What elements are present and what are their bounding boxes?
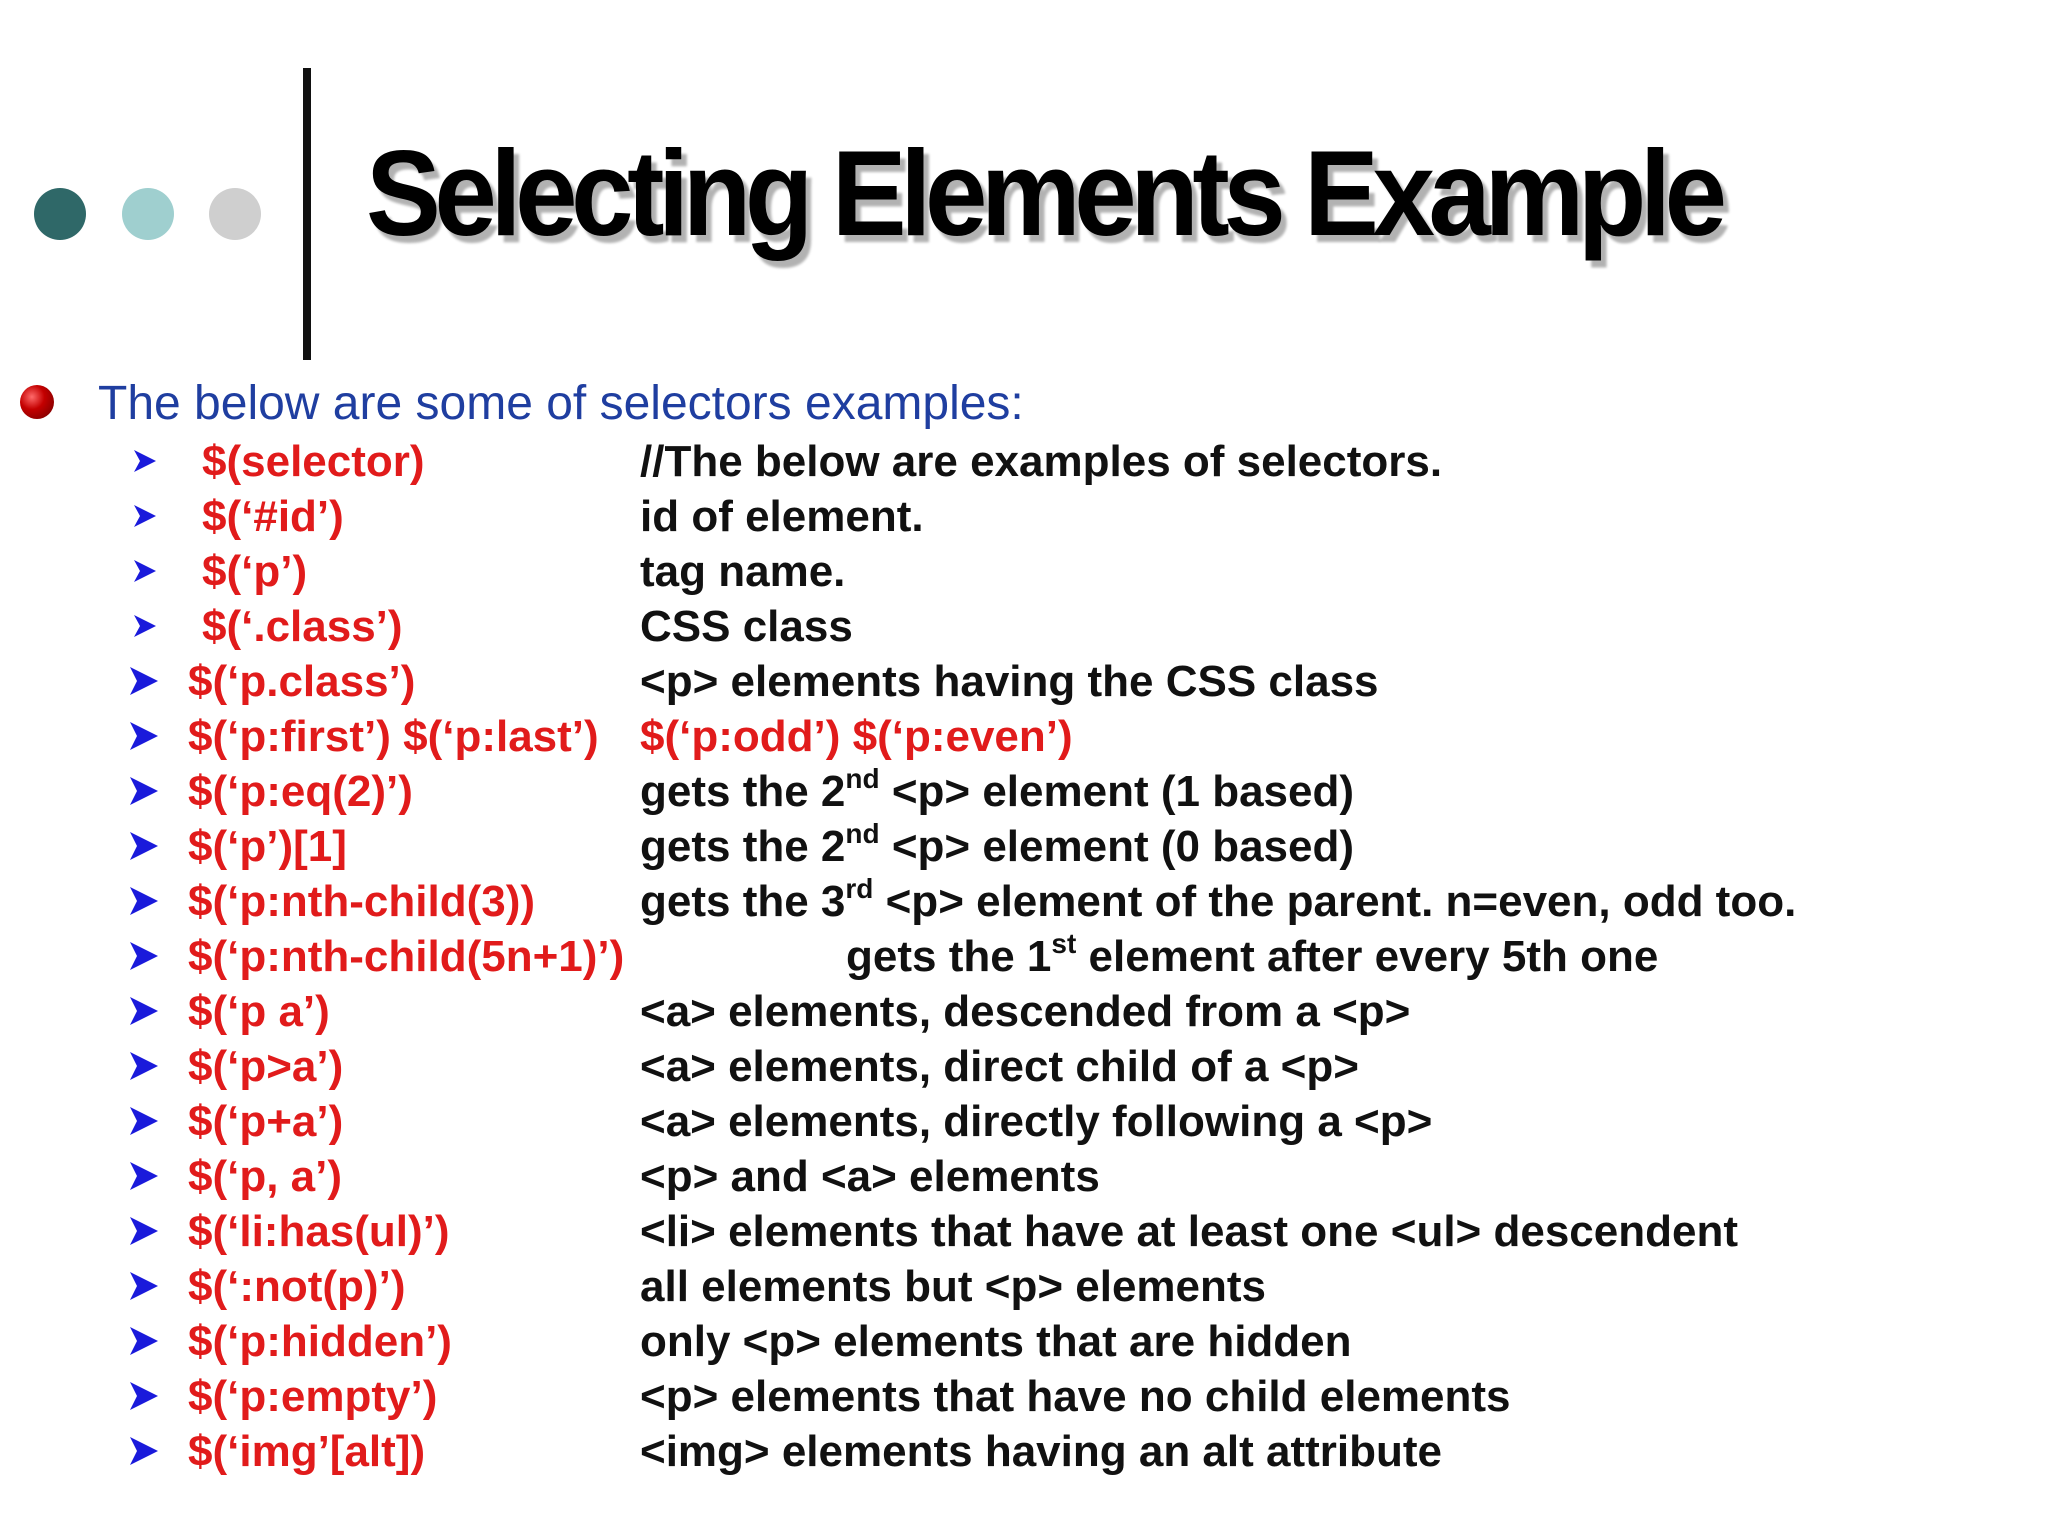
blue-arrowhead-bullet-icon [126,606,166,646]
blue-arrowhead-bullet-icon [124,1046,164,1086]
description-text: tag name. [640,547,846,596]
description-text: gets the 2nd <p> element (0 based) [640,818,1355,871]
list-item [0,1039,2048,1094]
description-text: <p> and <a> elements [640,1152,1100,1201]
description-text: <a> elements, descended from a <p> [640,987,1411,1036]
list-item [0,1094,2048,1149]
blue-arrowhead-bullet-icon [124,1266,164,1306]
description-text: <img> elements having an alt attribute [640,1427,1442,1476]
list-item [0,709,2048,764]
blue-arrowhead-bullet-icon [124,991,164,1031]
description-text: gets the 1st element after every 5th one [846,928,1659,981]
blue-arrowhead-bullet-icon [124,881,164,921]
blue-arrowhead-bullet-icon [124,661,164,701]
description-text: <a> elements, direct child of a <p> [640,1042,1359,1091]
selector-text: $(‘p+a’) [188,1097,344,1146]
intro-text: The below are some of selectors examples: [98,377,1024,430]
list-item [0,1204,2048,1259]
selector-text: $(‘p’)[1] [188,822,347,871]
ordinal-suffix: nd [845,818,880,850]
selector-text: $(‘p’) [202,547,308,596]
list-item [0,489,2048,544]
selector-text: $(‘p, a’) [188,1152,343,1201]
blue-arrowhead-bullet-icon [124,1211,164,1251]
list-item [0,654,2048,709]
selector-text: $(‘p:nth-child(3)) [188,877,536,926]
selector-text: $(‘p:nth-child(5n+1)’) [188,932,625,981]
selector-text: $(‘:not(p)’) [188,1262,406,1311]
selector-text: $(‘p>a’) [188,1042,344,1091]
blue-arrowhead-bullet-icon [124,1376,164,1416]
slide-title: Selecting Elements Example [366,125,1721,261]
selector-text: $(‘p:eq(2)’) [188,767,413,816]
blue-arrowhead-bullet-icon [124,1431,164,1471]
ordinal-suffix: st [1051,928,1077,960]
ordinal-suffix: rd [845,873,874,905]
list-item [0,874,2048,929]
dark-teal-dot [34,188,86,240]
list-item [0,1259,2048,1314]
selector-text: $(‘img’[alt]) [188,1427,426,1476]
selector-text: $(‘li:has(ul)’) [188,1207,450,1256]
blue-arrowhead-bullet-icon [126,441,166,481]
description-text: <a> elements, directly following a <p> [640,1097,1433,1146]
blue-arrowhead-bullet-icon [124,716,164,756]
ordinal-suffix: nd [845,763,880,795]
list-item [0,929,2048,984]
selector-text: $(‘p:first’) $(‘p:last’) [188,712,599,761]
selector-text: $(‘p:empty’) [188,1372,438,1421]
description-text: <p> elements having the CSS class [640,657,1379,706]
description-text: //The below are examples of selectors. [640,437,1443,486]
red-sphere-bullet-icon [20,385,54,419]
selector-text: $(‘#id’) [202,492,344,541]
list-item [0,1369,2048,1424]
selector-text: $(selector) [202,437,425,486]
list-item [0,764,2048,819]
description-text: gets the 2nd <p> element (1 based) [640,763,1355,816]
light-teal-dot [122,188,174,240]
list-item [0,1149,2048,1204]
description-text: $(‘p:odd’) $(‘p:even’) [640,712,1073,761]
blue-arrowhead-bullet-icon [124,1156,164,1196]
description-text: only <p> elements that are hidden [640,1317,1352,1366]
selector-text: $(‘p.class’) [188,657,416,706]
list-item [0,1424,2048,1479]
description-text: <li> elements that have at least one <ul> descendent [640,1207,1738,1256]
blue-arrowhead-bullet-icon [126,551,166,591]
title-divider [303,68,311,360]
description-text: CSS class [640,602,853,651]
blue-arrowhead-bullet-icon [124,771,164,811]
selector-text: $(‘.class’) [202,602,403,651]
blue-arrowhead-bullet-icon [124,826,164,866]
selector-text: $(‘p:hidden’) [188,1317,452,1366]
list-item [0,544,2048,599]
blue-arrowhead-bullet-icon [126,496,166,536]
gray-dot [209,188,261,240]
list-item [0,1314,2048,1369]
description-text: gets the 3rd <p> element of the parent. n=even, odd too. [640,873,1797,926]
blue-arrowhead-bullet-icon [124,1321,164,1361]
description-text: all elements but <p> elements [640,1262,1267,1311]
list-item [0,984,2048,1039]
list-item [0,599,2048,654]
blue-arrowhead-bullet-icon [124,1101,164,1141]
list-item [0,819,2048,874]
blue-arrowhead-bullet-icon [124,936,164,976]
selector-text: $(‘p a’) [188,987,330,1036]
description-text: <p> elements that have no child elements [640,1372,1511,1421]
description-text: id of element. [640,492,924,541]
list-item [0,434,2048,489]
